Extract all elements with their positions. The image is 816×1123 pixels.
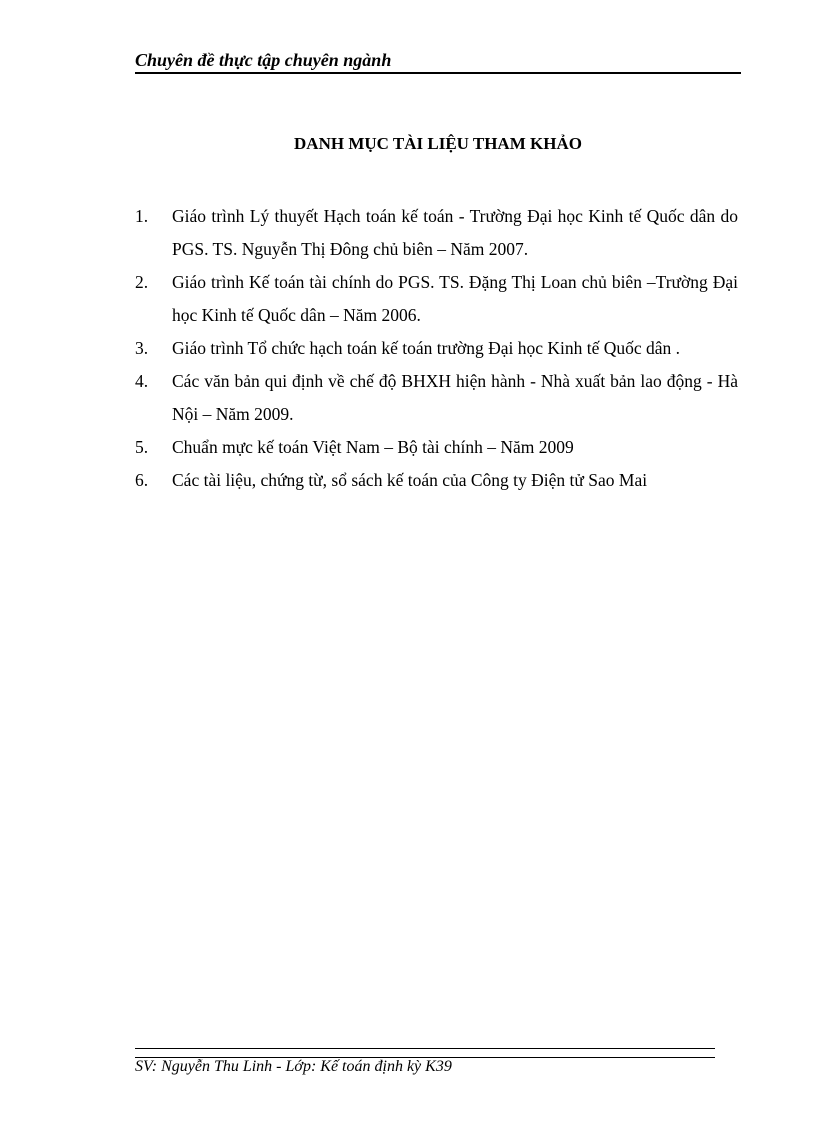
list-item xyxy=(135,332,738,365)
list-item xyxy=(135,365,738,431)
reference-number: 2. xyxy=(135,272,149,292)
list-item xyxy=(135,200,738,266)
reference-number: 1. xyxy=(135,206,149,226)
document-title: DANH MỤC TÀI LIỆU THAM KHẢO xyxy=(294,134,582,153)
reference-text: Các tài liệu, chứng từ, sổ sách kế toán của Công ty Điện tử Sao Mai xyxy=(172,470,648,490)
reference-number: 5. xyxy=(135,437,149,457)
footer-text: SV: Nguyễn Thu Linh - Lớp: Kế toán định kỳ K39 xyxy=(135,1058,452,1075)
header-title: Chuyên đề thực tập chuyên ngành xyxy=(135,50,392,70)
reference-text: Giáo trình Lý thuyết Hạch toán kế toán - Trường Đại học Kinh tế Quốc dân do PGS. TS. Nguyễn Thị Đông chủ biên – Năm 2007. xyxy=(172,206,738,259)
reference-text: Giáo trình Kế toán tài chính do PGS. TS. Đặng Thị Loan chủ biên –Trường Đại học Kinh tế Quốc dân – Năm 2006. xyxy=(172,272,738,325)
footer-rule xyxy=(135,1048,715,1058)
reference-number: 3. xyxy=(135,338,149,358)
reference-text: Giáo trình Tổ chức hạch toán kế toán trường Đại học Kinh tế Quốc dân . xyxy=(172,338,681,358)
list-item xyxy=(135,464,738,497)
list-item xyxy=(135,266,738,332)
page-header xyxy=(135,50,741,74)
reference-list xyxy=(135,200,738,497)
reference-text: Chuẩn mực kế toán Việt Nam – Bộ tài chính – Năm 2009 xyxy=(172,437,574,457)
reference-text: Các văn bản qui định về chế độ BHXH hiện hành - Nhà xuất bản lao động - Hà Nội – Năm 2009. xyxy=(172,371,738,424)
list-item xyxy=(135,431,738,464)
reference-number: 6. xyxy=(135,470,149,490)
reference-number: 4. xyxy=(135,371,149,391)
